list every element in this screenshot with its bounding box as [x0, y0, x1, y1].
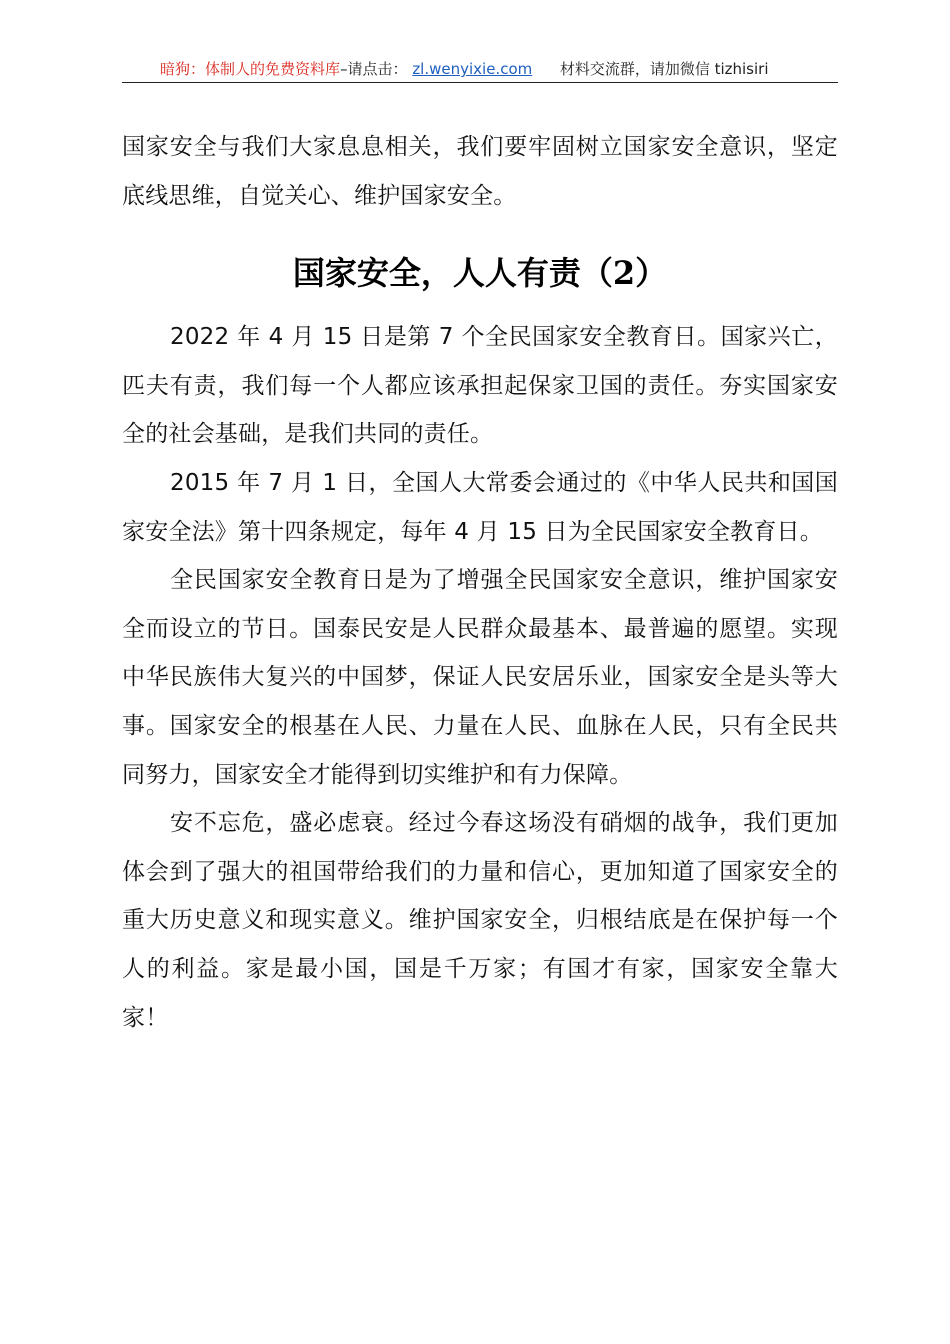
body-paragraph: 2015 年 7 月 1 日，全国人大常委会通过的《中华人民共和国国家安全法》第十四条规定，每年 4 月 15 日为全民国家安全教育日。: [122, 469, 838, 545]
page-header: [122, 58, 838, 83]
header-wechat-note: 材料交流群，请加微信 tizhisiri: [559, 60, 769, 78]
header-link[interactable]: zl.wenyixie.com: [412, 60, 533, 78]
intro-paragraph: 国家安全与我们大家息息相关，我们要牢固树立国家安全意识，坚定底线思维，自觉关心、维护国家安全。: [122, 134, 838, 209]
document-body: [122, 123, 838, 1042]
body-paragraph: 安不忘危，盛必虑衰。经过今春这场没有硝烟的战争，我们更加体会到了强大的祖国带给我们的力量和信心，更加知道了国家安全的重大历史意义和现实意义。维护国家安全，归根结底是在保护每一个人的利益。家是最小国，国是千万家；有国才有家，国家安全靠大家！: [122, 810, 838, 1031]
header-prompt: –请点击：: [340, 60, 408, 78]
header-brand: 暗狗：体制人的免费资料库: [160, 60, 341, 78]
article-title: 国家安全，人人有责（2）: [292, 254, 668, 293]
body-paragraph: 2022 年 4 月 15 日是第 7 个全民国家安全教育日。国家兴亡，匹夫有责，我们每一个人都应该承担起保家卫国的责任。夯实国家安全的社会基础，是我们共同的责任。: [122, 324, 838, 448]
body-paragraph: 全民国家安全教育日是为了增强全民国家安全意识，维护国家安全而设立的节日。国泰民安是人民群众最基本、最普遍的愿望。实现中华民族伟大复兴的中国梦，保证人民安居乐业，国家安全是头等大事。国家安全的根基在人民、力量在人民、血脉在人民，只有全民共同努力，国家安全才能得到切实维护和有力保障。: [122, 567, 838, 788]
